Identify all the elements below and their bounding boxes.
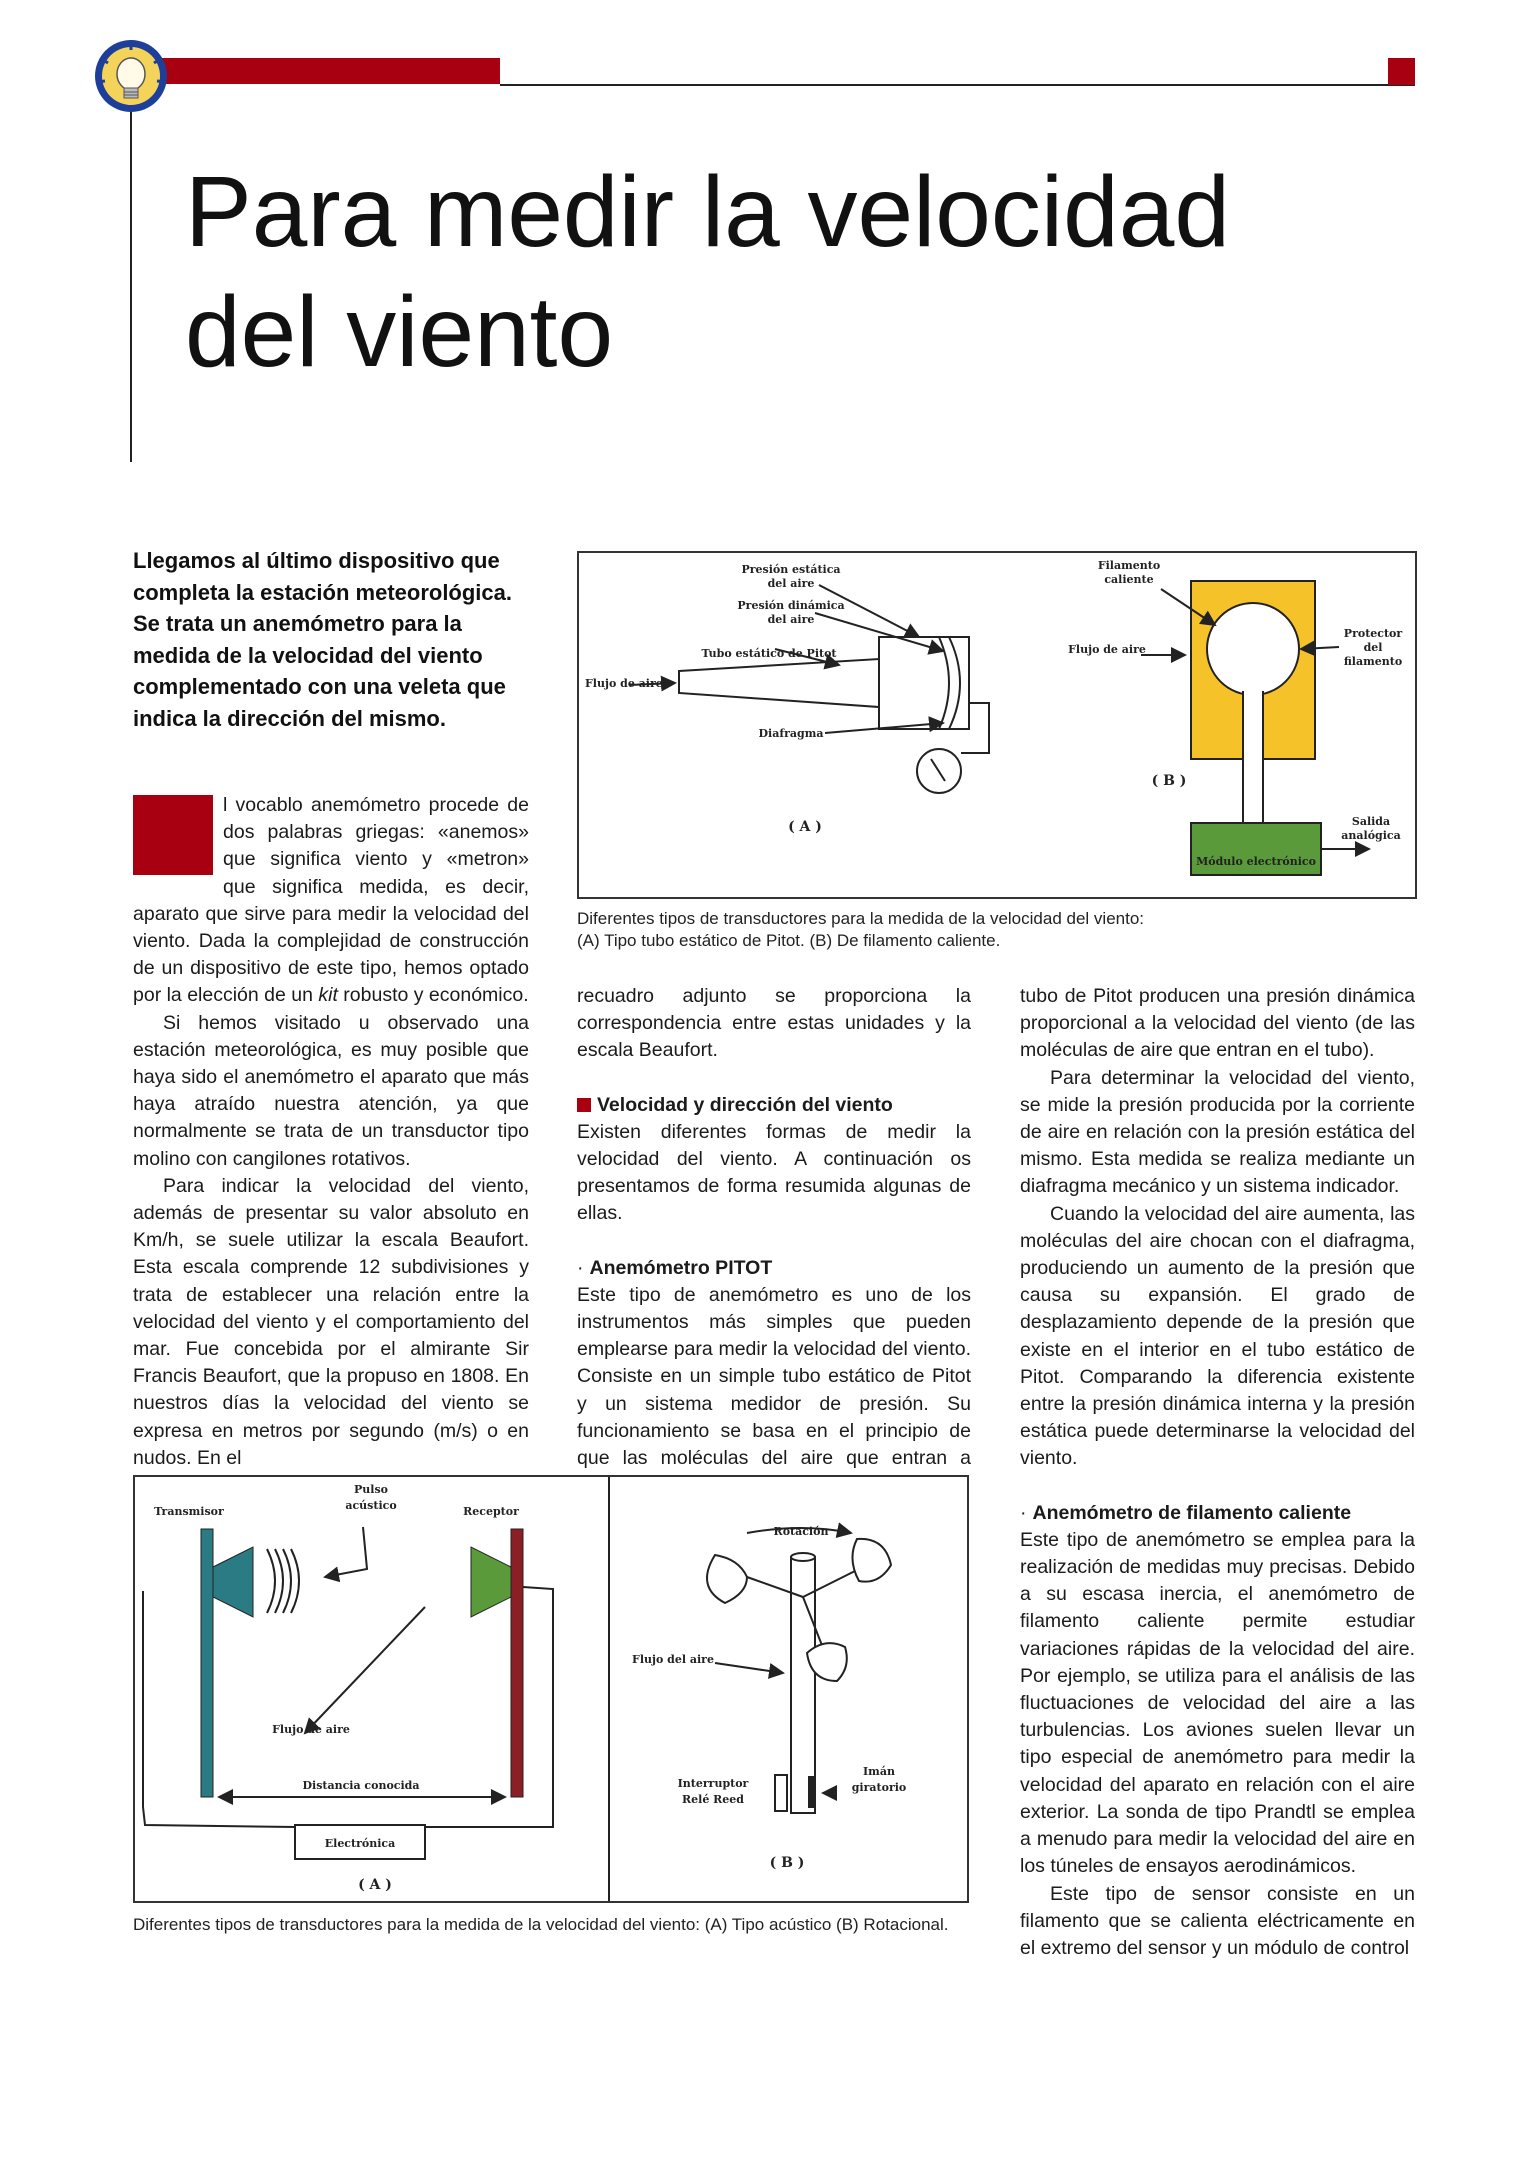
- page-title: [185, 152, 1230, 392]
- label-panel-a: ( A ): [788, 819, 822, 835]
- figure-2-diagram: [135, 1477, 967, 1901]
- margin-rule: [130, 90, 132, 462]
- label-presion-estatica: Presión estática: [741, 563, 841, 576]
- label-presion-dinamica: Presión dinámica: [737, 599, 845, 612]
- header-rule: [500, 84, 1415, 86]
- label-acustico: acústico: [345, 1499, 397, 1512]
- label-electronica: Electrónica: [324, 1837, 396, 1850]
- col1-para-2: Si hemos visitado u observado una estación meteorológica, es muy posible que haya sido el anemómetro el aparato que más haya atraído nuestra atención, ya que normalmente se trata de un transductor tipo molino con cangilones rotativos.: [133, 1011, 529, 1170]
- label-rotacion: Rotación: [773, 1525, 829, 1538]
- column-1: [133, 792, 529, 1472]
- label-flujo-aire: Flujo de aire: [272, 1723, 350, 1736]
- lead-paragraph: Llegamos al último dispositivo que completa la estación meteorológica. Se trata un anemómetro para la medida de la velocidad del viento complementado con una veleta que indica la dirección del mismo.: [133, 548, 513, 731]
- label-filamento: Filamento: [1097, 559, 1161, 572]
- acoustic-sensor: [143, 1527, 553, 1859]
- label-del-aire-2: del aire: [767, 613, 815, 626]
- col1-para-3: Para indicar la velocidad del viento, además de presentar su valor absoluto en Km/h, se suele utilizar la escala Beaufort. Esta escala comprende 12 subdivisiones y trata de establecer una relación entre la velocidad del viento y el comportamiento del mar. Fue concebida por el almirante Sir Francis Beaufort, que la propuso en 1808. En nuestros días la velocidad del viento se expresa en metros por segundo (m/s) o en nudos. En el: [133, 1174, 529, 1469]
- label-del: del: [1363, 641, 1383, 654]
- hot-filament-sensor: [1141, 581, 1369, 875]
- label-flujo-aire-b: Flujo de aire: [1068, 643, 1146, 656]
- square-bullet-icon: [577, 1098, 591, 1112]
- col2-para-3: Este tipo de anemómetro es uno de los instrumentos más simples que pueden emplearse para medir la velocidad del viento. Consiste en un simple tubo estático de Pitot y un sistema medidor de presión. Su funcionamiento se basa en el principio de que las moléculas del aire que entran a: [577, 1283, 971, 1470]
- label-pulso: Pulso: [354, 1483, 388, 1496]
- column-3: [1020, 983, 1415, 1962]
- label-protector: Protector: [1343, 627, 1403, 640]
- label-flujo-aire-a: Flujo de aire: [585, 677, 663, 690]
- label-panel-a: ( A ): [358, 1877, 392, 1893]
- label-flujo-del-aire: Flujo del aire: [632, 1653, 714, 1666]
- title-line-1: Para medir la velocidad: [185, 156, 1230, 268]
- label-panel-b: ( B ): [1151, 773, 1187, 789]
- label-modulo: Módulo electrónico: [1196, 855, 1316, 868]
- figure-1-caption: Diferentes tipos de transductores para la medida de la velocidad del viento: (A) Tipo tubo estático de Pitot. (B) De filamento caliente.: [577, 909, 1145, 950]
- label-filamento-2: filamento: [1343, 655, 1403, 668]
- label-diafragma: Diafragma: [758, 727, 824, 740]
- col3-para-2: Para determinar la velocidad del viento, se mide la presión producida por la corriente de aire en relación con la presión estática del mismo. Esta medida se realiza mediante un diafragma mecánico y un sistema indicador.: [1020, 1066, 1415, 1198]
- col3-para-5: Este tipo de sensor consiste en un filamento que se calienta eléctricamente en el extremo del sensor y un módulo de control: [1020, 1882, 1415, 1959]
- figure-2: [133, 1475, 969, 1903]
- col2-para-2: Existen diferentes formas de medir la velocidad del viento. A continuación os presentamos de forma resumida algunas de ellas.: [577, 1120, 971, 1225]
- label-analogica: analógica: [1341, 829, 1401, 842]
- label-salida: Salida: [1351, 815, 1391, 828]
- figure-1-diagram: [579, 553, 1415, 897]
- label-distancia: Distancia conocida: [302, 1779, 420, 1792]
- section-heading-pitot: · Anemómetro PITOT: [577, 1256, 773, 1279]
- label-del-aire-1: del aire: [767, 577, 815, 590]
- label-receptor: Receptor: [463, 1505, 519, 1518]
- label-transmisor: Transmisor: [154, 1505, 224, 1518]
- col3-para-3: Cuando la velocidad del aire aumenta, las moléculas del aire chocan con el diafragma, produciendo un aumento de la presión que causa su expansión. El grado de desplazamiento depende de la presión que existe en el interior en el tubo estático de Pitot. Comparando la diferencia existente entre la presión dinámica interna y la presión estática puede determinarse la velocidad del viento.: [1020, 1202, 1415, 1470]
- header-bar-right: [1388, 58, 1415, 85]
- drop-cap: [133, 795, 213, 875]
- label-giratorio: giratorio: [851, 1781, 907, 1794]
- col3-para-4: Este tipo de anemómetro se emplea para la realización de medidas muy precisas. Debido a su escasa inercia, el anemómetro de filamento caliente permite estudiar variaciones rápidas de la velocidad del aire. Por ejemplo, se utiliza para el análisis de las fluctuaciones de velocidad del aire a las turbulencias. Los aviones suelen llevar un tipo especial de anemómetro para medir la velocidad del aparato en relación con el aire exterior. La sonda de tipo Prandtl se emplea a menudo para medir la velocidad del aire en los túneles de ensayos aerodinámicos.: [1020, 1528, 1415, 1878]
- column-2: [577, 983, 971, 1499]
- col3-para-1: tubo de Pitot producen una presión dinámica proporcional a la velocidad del viento (de las moléculas de aire que entran en el tubo).: [1020, 985, 1415, 1062]
- label-tubo-pitot: Tubo estático de Pitot: [701, 647, 837, 660]
- label-rele: Relé Reed: [682, 1793, 744, 1806]
- section-heading-velocidad: Velocidad y dirección del viento: [577, 1092, 971, 1119]
- lightbulb-icon: [88, 38, 174, 114]
- col1-para-1: l vocablo anemómetro procede de dos palabras griegas: «anemos» que significa viento y «metron» que significa medida, es decir, aparato que sirve para medir la velocidad del viento. Dada la complejidad de construcción de un dispositivo de este tipo, hemos optado por la elección de un kit robusto y económico.: [133, 794, 529, 1007]
- section-heading-filamento: · Anemómetro de filamento caliente: [1020, 1501, 1352, 1524]
- dot-bullet-icon: ·: [577, 1256, 584, 1279]
- title-line-2: del viento: [185, 276, 614, 388]
- figure-1: [577, 551, 1417, 899]
- col2-para-1: recuadro adjunto se proporciona la correspondencia entre estas unidades y la escala Beaufort.: [577, 985, 971, 1062]
- label-panel-b: ( B ): [769, 1855, 805, 1871]
- dot-bullet-icon: ·: [1020, 1501, 1027, 1524]
- label-iman: Imán: [863, 1765, 895, 1778]
- figure-2-caption: Diferentes tipos de transductores para la medida de la velocidad del viento: (A) Tipo acústico (B) Rotacional.: [133, 1915, 949, 1934]
- header-bar-left: [160, 58, 500, 84]
- label-caliente: caliente: [1104, 573, 1154, 586]
- label-interruptor: Interruptor: [677, 1777, 749, 1790]
